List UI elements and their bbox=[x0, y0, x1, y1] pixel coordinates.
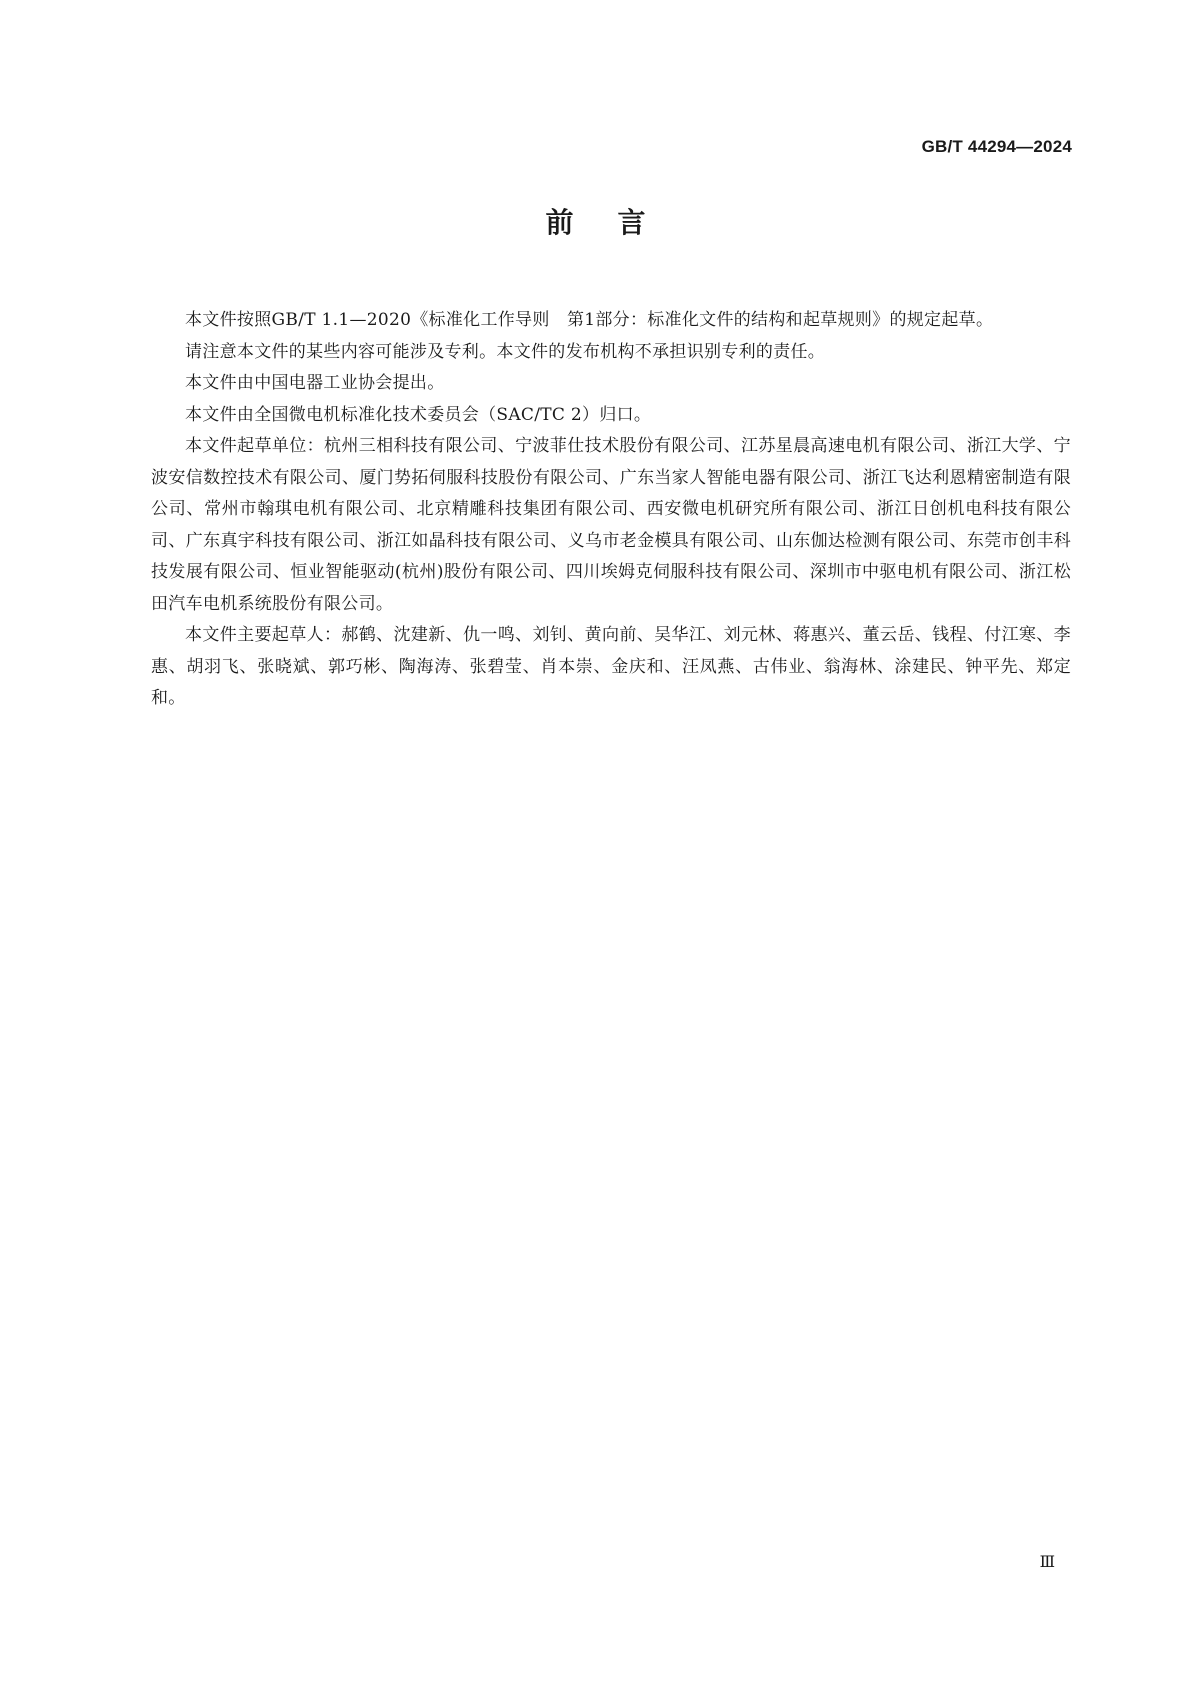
paragraph-main-drafters: 本文件主要起草人：郝鹤、沈建新、仇一鸣、刘钊、黄向前、吴华江、刘元林、蒋惠兴、董云岳、钱程、付江寒、李惠、胡羽飞、张晓斌、郭巧彬、陶海涛、张碧莹、肖本崇、金庆和、汪凤燕、古伟业、翁海林、涂建民、钟平先、郑定和。 bbox=[151, 625, 1071, 708]
paragraph-drafting-organizations: 本文件起草单位：杭州三相科技有限公司、宁波菲仕技术股份有限公司、江苏星晨高速电机有限公司、浙江大学、宁波安信数控技术有限公司、厦门势拓伺服科技股份有限公司、广东当家人智能电器有限公司、浙江飞达利恩精密制造有限公司、常州市翰琪电机有限公司、北京精雕科技集团有限公司、西安微电机研究所有限公司、浙江日创机电科技有限公司、广东真宇科技有限公司、浙江如晶科技有限公司、义乌市老金模具有限公司、山东伽达检测有限公司、东莞市创丰科技发展有限公司、恒业智能驱动(杭州)股份有限公司、四川埃姆克伺服科技有限公司、深圳市中驱电机有限公司、浙江松田汽车电机系统股份有限公司。 bbox=[151, 436, 1071, 614]
page-title: 前言 bbox=[545, 206, 690, 239]
page-number: Ⅲ bbox=[1039, 1554, 1055, 1571]
paragraph-proposed-by: 本文件由中国电器工业协会提出。 bbox=[185, 373, 445, 393]
standard-number: GB/T 44294—2024 bbox=[921, 137, 1072, 156]
paragraph-under-jurisdiction: 本文件由全国微电机标准化技术委员会（SAC/TC 2）归口。 bbox=[185, 404, 652, 425]
paragraph-patent-notice: 请注意本文件的某些内容可能涉及专利。本文件的发布机构不承担识别专利的责任。 bbox=[185, 341, 826, 362]
paragraph-drafting-rules: 本文件按照GB/T 1.1—2020《标准化工作导则 第1部分：标准化文件的结构和起草规则》的规定起草。 bbox=[185, 310, 994, 330]
foreword-body bbox=[151, 305, 1071, 715]
